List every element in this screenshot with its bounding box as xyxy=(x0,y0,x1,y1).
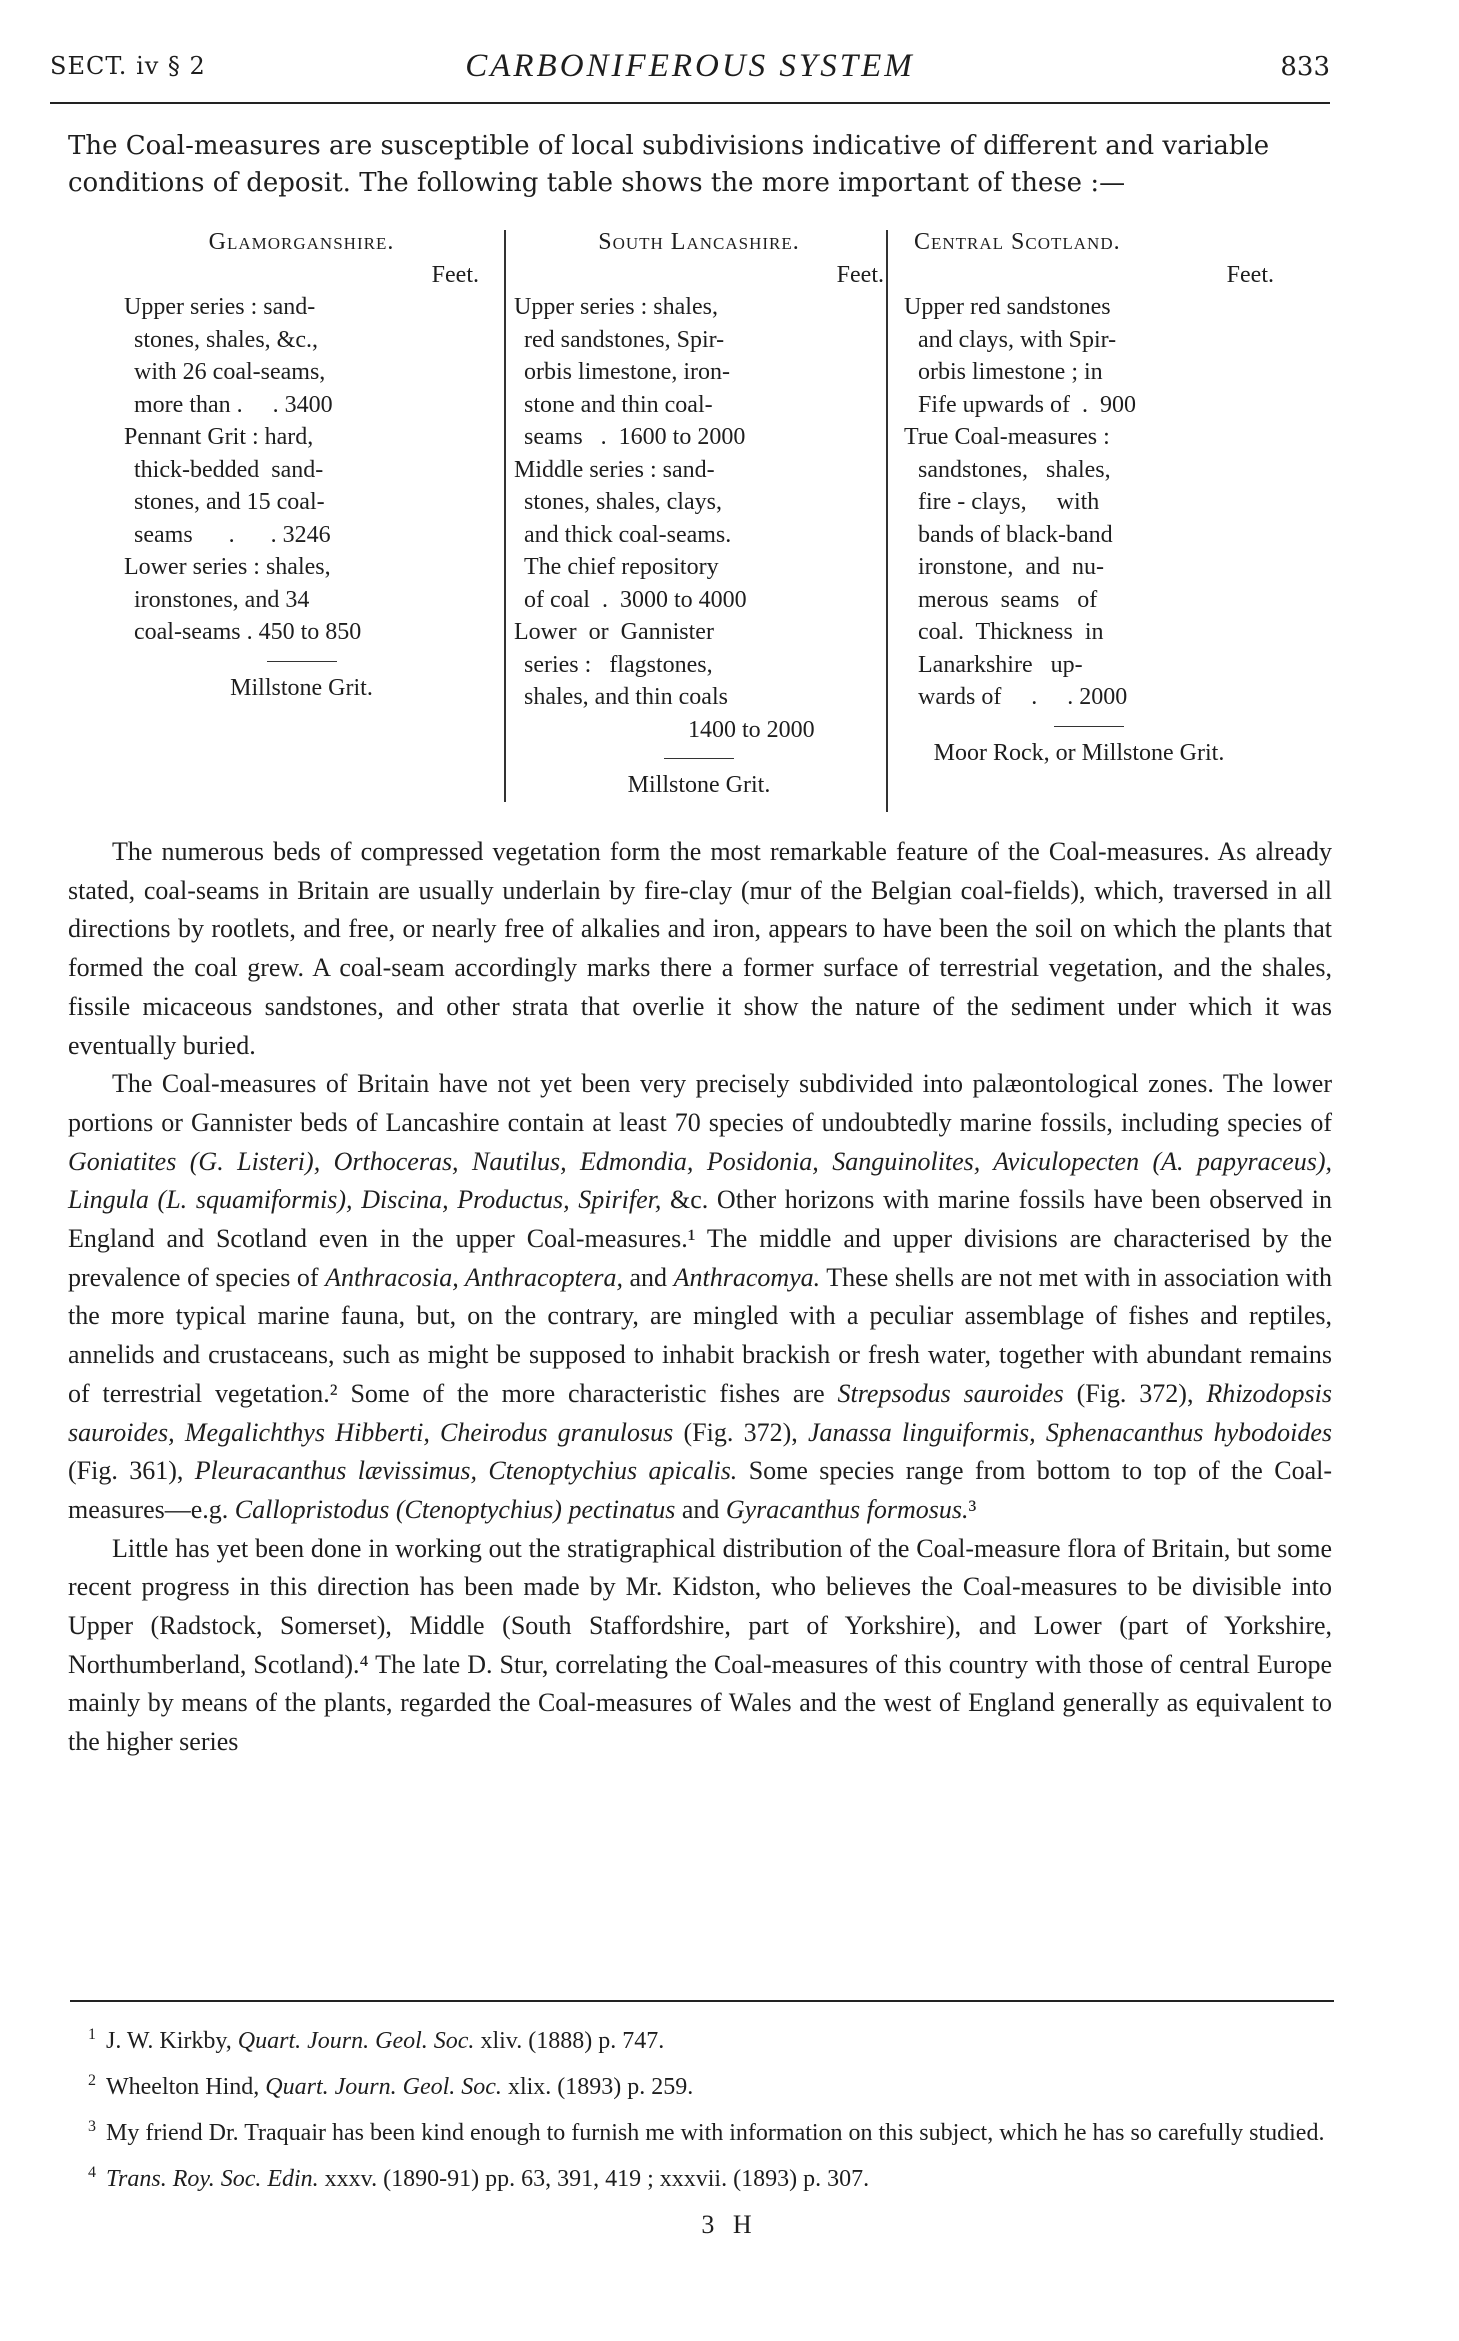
taxon-list: Callopristodus (Ctenoptychius) pectinatus xyxy=(234,1494,676,1524)
text-run: These shells are not met with in association with the more typical marine fauna, but, on the contrary, are mingled with a peculiar assemblage of fishes and reptiles, annelids and crustaceans, such as might be supposed to inhabit brackish or fresh water, together with abundant remains of terrestrial vegetation.² Some of the more characteristic fishes are xyxy=(68,1262,1333,1408)
column-rule xyxy=(504,230,506,802)
taxon-list: Strepsodus sauroides xyxy=(837,1378,1064,1408)
unit-label: Feet. xyxy=(431,261,479,288)
footnotes xyxy=(70,2016,1334,2200)
text-run: xlix. (1893) p. 259. xyxy=(501,2074,694,2100)
table-line: The chief repository xyxy=(524,554,719,580)
table-line: ironstone, and nu- xyxy=(918,554,1104,580)
table-line: more than . . 3400 xyxy=(134,391,333,418)
table-line: and clays, with Spir- xyxy=(918,326,1117,353)
page-number: 833 xyxy=(1280,52,1330,82)
taxon-list: Rhizodopsis sauroides, Megalichthys Hibberti, Cheirodus granulosus xyxy=(68,1378,1333,1447)
unit-label: Feet. xyxy=(1226,261,1274,288)
base-formation: Millstone Grit. xyxy=(230,674,373,701)
paragraph: Little has yet been done in working out the stratigraphical distribution of the Coal-measure flora of Britain, but some recent progress in this direction has been made by Mr. Kidston, who believes the Coal-measures to be divisible into Upper (Radstock, Somerset), Middle (South Staffordshire, part of Yorkshire), and Lower (part of Yorkshire, Northumberland, Scotland).⁴ The late D. Stur, correlating the Coal-measures of this country with those of central Europe mainly by means of the plants, regarded the Coal-measures of Wales and the west of England generally as equivalent to the higher series xyxy=(68,1533,1332,1757)
table-line: wards of . . 2000 xyxy=(918,684,1128,710)
page-title: CARBONIFEROUS SYSTEM xyxy=(465,48,915,84)
text-run: J. W. Kirkby, xyxy=(106,2028,238,2054)
footnote xyxy=(70,2154,1334,2198)
table-line: shales, and thin coals xyxy=(524,684,728,710)
base-formation: Moor Rock, or Millstone Grit. xyxy=(933,739,1225,766)
taxon-list: Gyracanthus formosus. xyxy=(725,1494,969,1524)
footnote-rule xyxy=(70,2000,1334,2002)
footnote-mark: 3 xyxy=(88,2118,96,2135)
table-line: 1400 to 2000 xyxy=(688,716,815,743)
taxon-list: Anthracomya. xyxy=(673,1262,821,1292)
signature-mark: 3 H xyxy=(701,2210,758,2239)
footnote-ref[interactable]: ³ xyxy=(968,1494,977,1524)
table-line: sandstones, shales, xyxy=(918,456,1111,483)
table-line: Lanarkshire up- xyxy=(918,651,1083,678)
section-ref: SECT. iv § 2 xyxy=(50,52,206,80)
footnote-mark: 2 xyxy=(88,2072,96,2089)
column-central-scotland xyxy=(904,226,1274,769)
table-line: Lower or Gannister xyxy=(514,619,714,645)
table-line: coal-seams . 450 to 850 xyxy=(134,619,362,645)
running-header xyxy=(50,48,1330,88)
text-run: Wheelton Hind, xyxy=(106,2074,266,2100)
text-run: &c. Other horizons with marine fossils have been observed in England and Scotland even in the upper Coal-measures.¹ The middle and upper divisions are characterised by the prevalence of species of xyxy=(68,1185,1332,1292)
footnote-mark: 1 xyxy=(88,2026,96,2043)
intro-paragraph: The Coal-measures are susceptible of local subdivisions indicative of different and variable conditions of deposit. The following table shows the more important of these :— xyxy=(68,131,1270,198)
journal-title: Quart. Journ. Geol. Soc. xyxy=(237,2028,475,2054)
table-line: stone and thin coal- xyxy=(524,391,713,418)
taxon-list: Goniatites (G. Listeri), Orthoceras, Nautilus, Edmondia, Posidonia, Sanguinolites, Aviculopecten (A. papyraceus), Lingula (L. squamiformis), Discina, Productus, Spirifer, xyxy=(68,1146,1332,1215)
text-run: and xyxy=(675,1494,726,1524)
table-line: orbis limestone ; in xyxy=(918,359,1103,385)
text-run: and xyxy=(622,1262,674,1292)
text-run: (Fig. 372), xyxy=(673,1417,809,1447)
table-line: Middle series : sand- xyxy=(514,456,715,483)
column-rule xyxy=(886,230,888,812)
text-run: (Fig. 372), xyxy=(1063,1378,1207,1408)
table-line: ironstones, and 34 xyxy=(134,586,310,613)
column-glamorganshire xyxy=(124,226,479,704)
text-run: The Coal-measures of Britain have not yet been very precisely subdivided into palæontological zones. The lower portions or Gannister beds of Lancashire contain at least 70 species of undoubtedly marine fossils, including species of xyxy=(68,1069,1332,1137)
table-line: Upper series : sand- xyxy=(124,294,316,320)
taxon-list: Anthracosia, Anthracoptera, xyxy=(325,1262,623,1292)
table-line: fire - clays, with xyxy=(918,489,1100,515)
column-heading: South Lancashire. xyxy=(598,229,800,255)
table-line: and thick coal-seams. xyxy=(524,521,732,548)
table-line: stones, shales, clays, xyxy=(524,489,722,515)
table-line: Upper series : shales, xyxy=(514,294,718,320)
body-text xyxy=(68,833,1332,1762)
table-line: bands of black-band xyxy=(918,521,1113,548)
paragraph xyxy=(68,1065,1332,1529)
table-line: stones, shales, &c., xyxy=(134,326,318,353)
table-line: stones, and 15 coal- xyxy=(134,489,325,515)
column-lines xyxy=(514,291,884,746)
column-heading: Central Scotland. xyxy=(914,229,1121,255)
table-line: of coal . 3000 to 4000 xyxy=(524,586,747,613)
journal-title: Quart. Journ. Geol. Soc. xyxy=(265,2074,502,2100)
table-line: coal. Thickness in xyxy=(918,619,1104,645)
column-lines xyxy=(124,291,479,649)
footnote xyxy=(70,2016,1334,2060)
table-line: merous seams of xyxy=(918,586,1098,613)
divider xyxy=(267,661,337,662)
text-run: xxxv. (1890-91) pp. 63, 391, 419 ; xxxvii. (1893) p. 307. xyxy=(318,2166,870,2192)
footnote xyxy=(70,2108,1334,2152)
table-line: thick-bedded sand- xyxy=(134,456,324,483)
table-line: with 26 coal-seams, xyxy=(134,359,326,385)
table-line: seams . . 3246 xyxy=(134,521,331,548)
column-south-lancashire xyxy=(514,226,884,802)
base-formation: Millstone Grit. xyxy=(627,772,771,798)
header-rule xyxy=(50,102,1330,104)
table-line: seams . 1600 to 2000 xyxy=(524,424,746,450)
table-line: Upper red sandstones xyxy=(904,294,1111,320)
table-line: orbis limestone, iron- xyxy=(524,359,730,385)
footnote-mark: 4 xyxy=(88,2164,96,2181)
text-run: xliv. (1888) p. 747. xyxy=(474,2028,665,2054)
text-run: My friend Dr. Traquair has been kind enough to furnish me with information on this subject, which he has so carefully studied. xyxy=(106,2120,1325,2146)
text-run: Some species range from bottom to top of the Coal-measures—e.g. xyxy=(68,1456,1332,1524)
paragraph: The numerous beds of compressed vegetation form the most remarkable feature of the Coal-measures. As already stated, coal-seams in Britain are usually underlain by fire-clay (mur of the Belgian coal-fields), which, traversed in all directions by rootlets, and free, or nearly free of alkalies and iron, appears to have been the soil on which the plants that formed the coal grew. A coal-seam accordingly marks there a former surface of terrestrial vegetation, and the shales, fissile micaceous sandstones, and other strata that overlie it show the nature of the sediment under which it was eventually buried. xyxy=(68,837,1332,1060)
divider xyxy=(1054,726,1124,727)
footnote xyxy=(70,2062,1334,2106)
taxon-list: Janassa linguiformis, Sphenacanthus hybodoides xyxy=(808,1417,1333,1447)
table-line: True Coal-measures : xyxy=(904,424,1110,450)
column-lines xyxy=(904,291,1274,714)
divider xyxy=(664,758,734,759)
table-line: Fife upwards of . 900 xyxy=(918,391,1136,418)
text-run: (Fig. 361), xyxy=(68,1456,195,1486)
taxon-list: Pleuracanthus lævissimus, Ctenoptychius apicalis. xyxy=(194,1456,738,1486)
journal-title: Trans. Roy. Soc. Edin. xyxy=(106,2166,319,2192)
table-line: Pennant Grit : hard, xyxy=(124,424,314,450)
unit-label: Feet. xyxy=(836,261,884,288)
table-line: red sandstones, Spir- xyxy=(524,326,725,353)
table-line: series : flagstones, xyxy=(524,651,713,678)
column-heading: Glamorganshire. xyxy=(208,229,395,255)
table-line: Lower series : shales, xyxy=(124,554,331,580)
